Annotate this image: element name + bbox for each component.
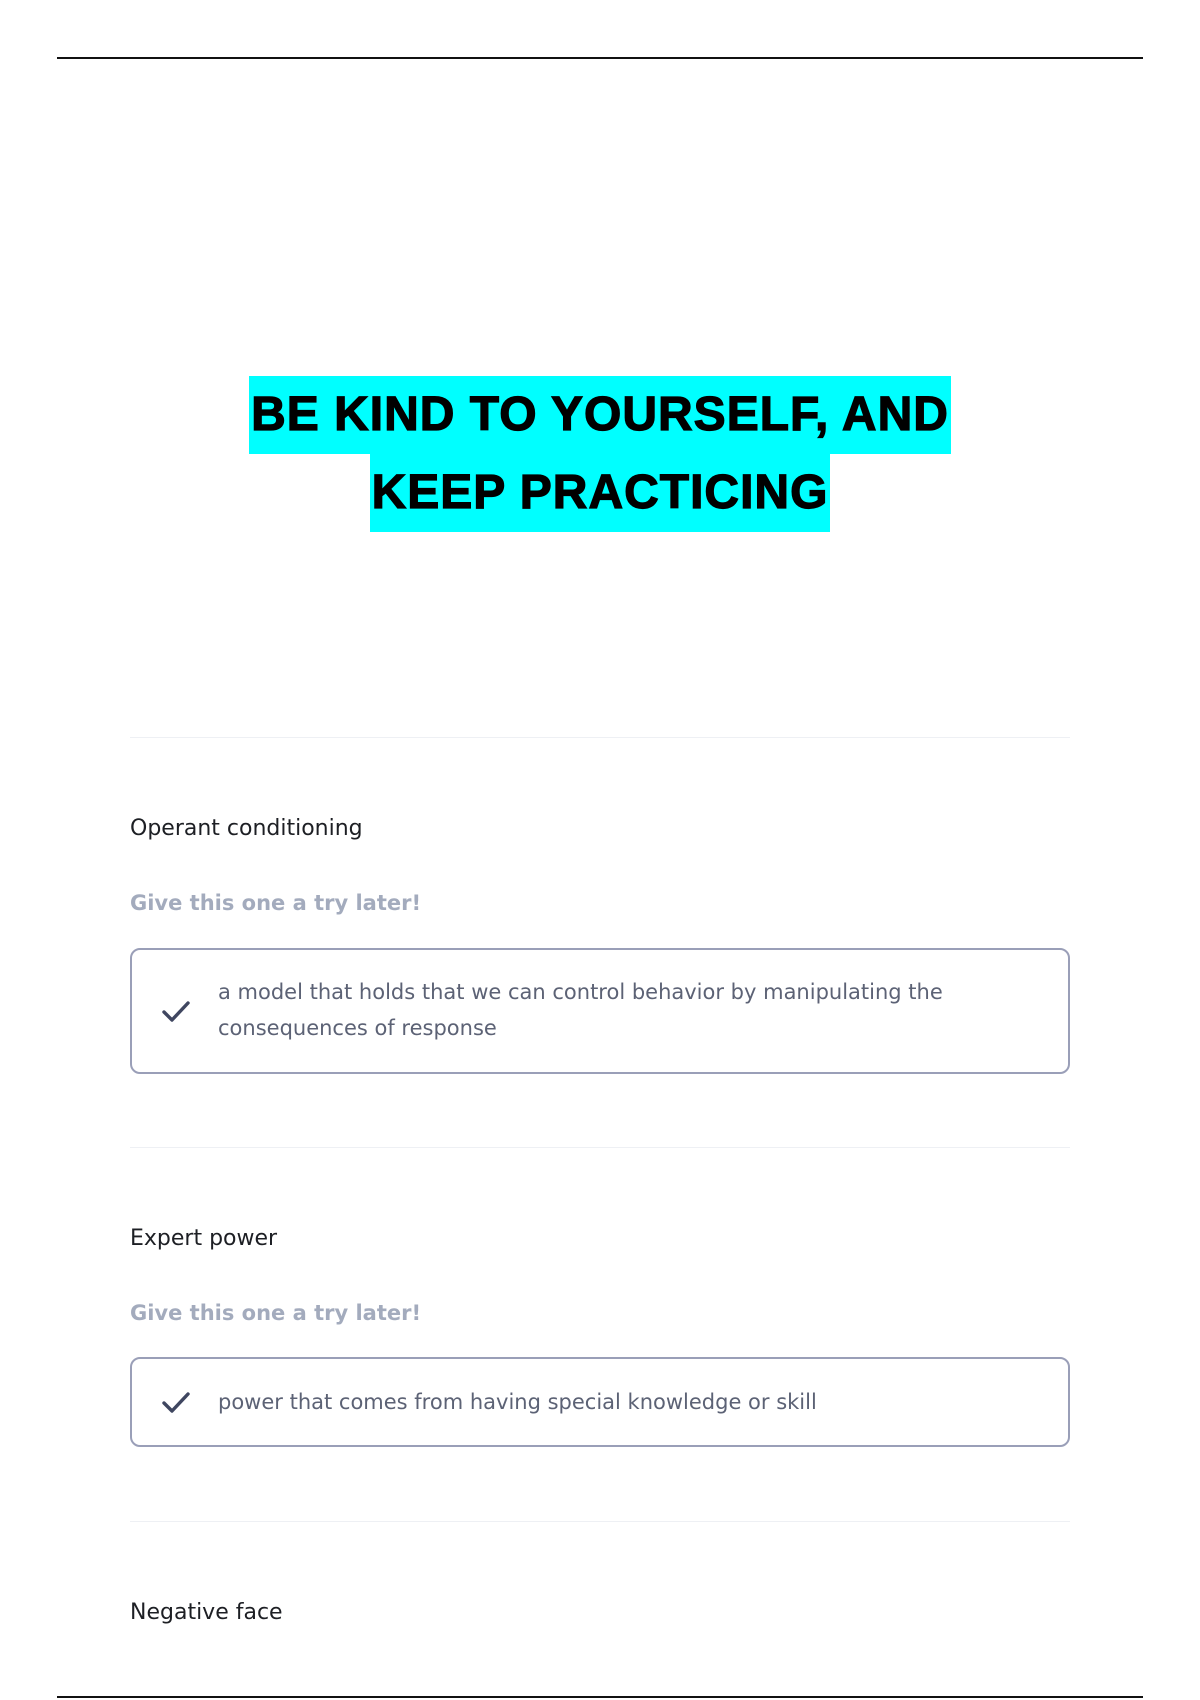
check-icon <box>160 1386 192 1418</box>
check-icon <box>160 995 192 1027</box>
card-term: Operant conditioning <box>130 816 363 841</box>
divider <box>130 1147 1070 1148</box>
answer-text: power that comes from having special knowledge or skill <box>218 1390 817 1414</box>
bottom-rule <box>57 1696 1143 1698</box>
motivation-banner <box>0 376 1200 532</box>
top-rule <box>57 57 1143 59</box>
banner-line-1: BE KIND TO YOURSELF, AND <box>249 376 951 454</box>
card-hint: Give this one a try later! <box>130 1301 422 1325</box>
divider <box>130 1521 1070 1522</box>
answer-text: a model that holds that we can control behavior by manipulating the consequences of response <box>218 980 943 1040</box>
card-hint: Give this one a try later! <box>130 891 422 915</box>
banner-line-2: KEEP PRACTICING <box>370 454 831 532</box>
answer-option[interactable] <box>130 948 1070 1074</box>
card-term: Expert power <box>130 1226 278 1251</box>
divider <box>130 737 1070 738</box>
card-term: Negative face <box>130 1600 283 1625</box>
answer-option[interactable] <box>130 1357 1070 1447</box>
